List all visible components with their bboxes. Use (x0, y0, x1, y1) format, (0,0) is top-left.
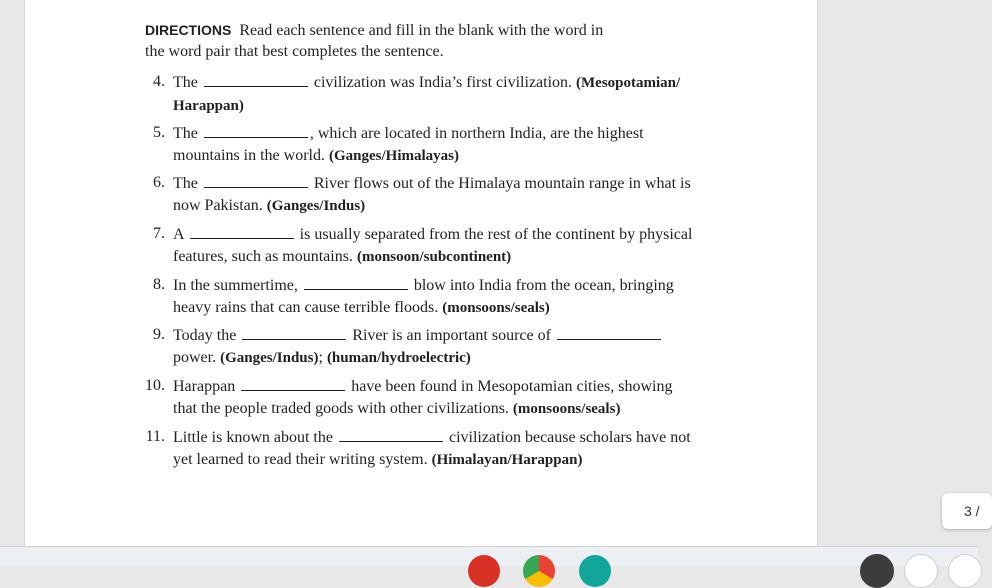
answer-blank[interactable] (242, 324, 346, 340)
question-number: 6. (153, 174, 165, 191)
question-number: 8. (153, 276, 165, 293)
question-text-after: have been found in Mesopotamian cities, showing that the people traded goods with other civilizations. (173, 378, 673, 417)
directions (145, 20, 625, 62)
word-pair: (monsoons/seals) (512, 400, 621, 417)
question-number: 10. (145, 377, 165, 394)
question-text-before: Little is known about the (173, 429, 333, 446)
answer-blank[interactable] (339, 426, 443, 442)
answer-blank[interactable] (204, 172, 308, 188)
question-text-after: , which are located in northern India, are the highest mountains in the world. (173, 125, 644, 164)
page-indicator-text: 3 / (964, 503, 980, 519)
question-7 (139, 223, 699, 268)
chrome-icon[interactable] (523, 555, 555, 587)
question-text-before: The (173, 125, 198, 142)
document-page (24, 0, 818, 546)
question-number: 5. (153, 124, 165, 141)
question-text-after: blow into India from the ocean, bringing heavy rains that can cause terrible floods. (173, 277, 674, 316)
answer-blank[interactable] (190, 223, 294, 239)
word-pair: (monsoons/seals) (442, 299, 550, 316)
page-indicator[interactable] (942, 493, 992, 529)
avatar[interactable] (860, 554, 894, 588)
word-pair: (Ganges/Indus) (220, 349, 319, 366)
word-pair: (monsoon/subcontinent) (356, 248, 512, 265)
question-4 (139, 71, 699, 117)
answer-blank[interactable] (304, 274, 408, 290)
directions-label: DIRECTIONS (145, 22, 232, 38)
answer-blank[interactable] (204, 71, 308, 87)
question-text-before: A (173, 226, 184, 243)
word-pair-separator: ; (318, 348, 323, 366)
answer-blank[interactable] (204, 122, 308, 138)
question-text-after: power. (173, 348, 217, 366)
question-text-before: The (173, 74, 198, 91)
taskbar (0, 546, 978, 566)
question-number: 11. (145, 428, 165, 445)
directions-text: Read each sentence and fill in the blank with the word in the word pair that best completes the sentence. (145, 22, 604, 60)
word-pair: (Mesopotamian/ Harappan) (173, 75, 681, 114)
word-pair: (Himalayan/Harappan) (431, 451, 583, 468)
question-10 (139, 375, 699, 420)
answer-blank[interactable] (557, 324, 661, 340)
question-text-before: The (173, 175, 198, 192)
question-9 (139, 324, 699, 369)
question-number: 9. (153, 326, 165, 343)
question-text-after: civilization because scholars have not yet learned to read their writing system. (173, 429, 691, 468)
word-pair: (Ganges/Indus) (266, 197, 366, 214)
app-red-icon[interactable] (468, 555, 500, 587)
question-8 (139, 274, 699, 319)
tray-icon[interactable] (904, 554, 938, 588)
question-6 (139, 172, 699, 217)
tray-icon[interactable] (948, 554, 982, 588)
word-pair: (human/hydroelectric) (326, 349, 471, 366)
question-number: 7. (153, 225, 165, 242)
question-11 (139, 426, 699, 471)
question-text-middle: River is an important source of (352, 327, 551, 344)
app-teal-icon[interactable] (579, 555, 611, 587)
question-text-after: civilization was India’s first civilization. (313, 74, 573, 91)
question-text-before: Today the (173, 327, 237, 344)
question-5 (139, 122, 699, 167)
word-pair: (Ganges/Himalayas) (328, 147, 459, 164)
question-text-after: River flows out of the Himalaya mountain range in what is now Pakistan. (173, 175, 691, 214)
question-text-before: In the summertime, (173, 277, 298, 294)
question-text-after: is usually separated from the rest of the continent by physical features, such as mountains. (173, 226, 693, 265)
question-text-before: Harappan (173, 378, 236, 395)
answer-blank[interactable] (241, 375, 345, 391)
question-number: 4. (153, 73, 165, 90)
